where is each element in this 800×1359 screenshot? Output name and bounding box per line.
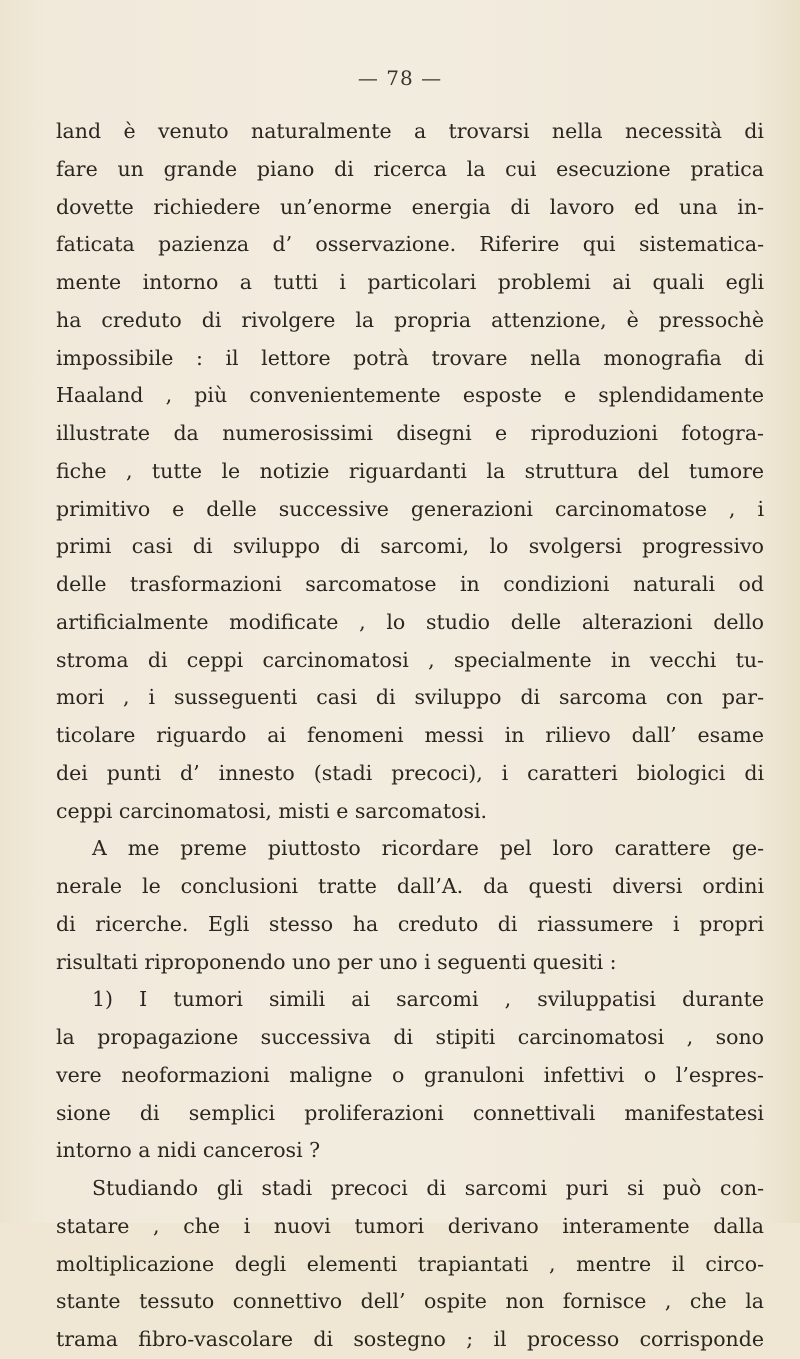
text-line: fare un grande piano di ricerca la cui esecuzione pratica (56, 156, 764, 181)
text-line: sione di semplici proliferazioni connettivali manifestatesi (56, 1100, 764, 1125)
text-line: mente intorno a tutti i particolari problemi ai quali egli (56, 270, 764, 294)
text-line: primitivo e delle successive generazioni carcinomatose , i (56, 496, 764, 521)
text-line: risultati riproponendo uno per uno i seguenti quesiti : (56, 949, 617, 974)
text-line: Studiando gli stadi precoci di sarcomi puri si può con- (92, 1176, 764, 1200)
text-line: mori , i susseguenti casi di sviluppo di sarcoma con par- (56, 685, 764, 710)
text-line: artificialmente modificate , lo studio delle alterazioni dello (56, 609, 764, 634)
text-line: dovette richiedere un’enorme energia di lavoro ed una in- (56, 194, 764, 219)
text-line: faticata pazienza d’ osservazione. Riferire qui sistematica- (56, 232, 764, 257)
text-line: primi casi di sviluppo di sarcomi, lo svolgersi progressivo (56, 534, 764, 559)
text-line: dei punti d’ innesto (stadi precoci), i caratteri biologici di (56, 760, 764, 785)
text-line: moltiplicazione degli elementi trapiantati , mentre il circo- (56, 1251, 764, 1276)
text-line: stante tessuto connettivo dell’ ospite non fornisce , che la (56, 1289, 764, 1314)
text-line: fiche , tutte le notizie riguardanti la struttura del tumore (56, 458, 764, 483)
text-line: nerale le conclusioni tratte dall’A. da questi diversi ordini (56, 874, 764, 898)
text-line: 1) I tumori simili ai sarcomi , sviluppatisi durante (92, 987, 764, 1012)
text-line: A me preme piuttosto ricordare pel loro carattere ge- (92, 836, 764, 861)
text-line: Haaland , più convenientemente esposte e splendidamente (56, 383, 764, 408)
text-line: land è venuto naturalmente a trovarsi nella necessità di (56, 119, 764, 143)
text-line: di ricerche. Egli stesso ha creduto di riassumere i propri (56, 911, 764, 936)
text-line: statare , che i nuovi tumori derivano interamente dalla (56, 1213, 764, 1238)
text-line: delle trasformazioni sarcomatose in condizioni naturali od (56, 572, 764, 596)
text-line: trama fibro-vascolare di sostegno ; il processo corrisponde (56, 1327, 764, 1351)
text-line: intorno a nidi cancerosi ? (56, 1138, 321, 1163)
page-number: — 78 — (357, 66, 443, 90)
text-line: ceppi carcinomatosi, misti e sarcomatosi. (56, 798, 488, 823)
text-line: ha creduto di rivolgere la propria attenzione, è pressochè (56, 307, 764, 332)
text-line: ticolare riguardo ai fenomeni messi in rilievo dall’ esame (56, 723, 764, 747)
text-line: vere neoformazioni maligne o granuloni infettivi o l’espres- (56, 1062, 764, 1087)
text-line: illustrate da numerosissimi disegni e riproduzioni fotogra- (56, 421, 764, 445)
text-line: la propagazione successiva di stipiti carcinomatosi , sono (56, 1025, 764, 1049)
body-text (56, 113, 764, 1359)
text-line: stroma di ceppi carcinomatosi , specialmente in vecchi tu- (56, 647, 764, 672)
text-line: impossibile : il lettore potrà trovare nella monografia di (56, 345, 764, 370)
